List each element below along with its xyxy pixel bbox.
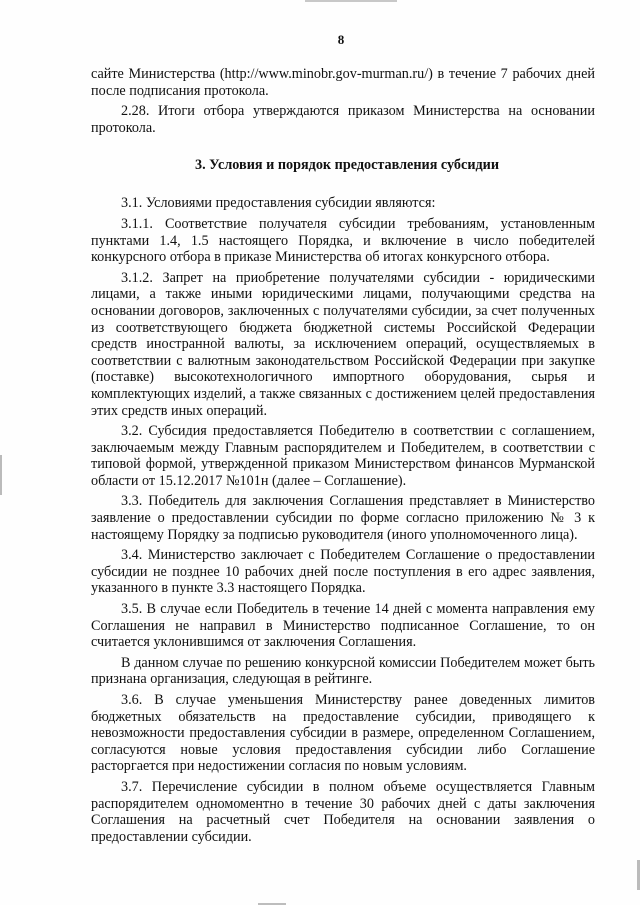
paragraph-3-5: 3.5. В случае если Победитель в течение 14 дней с момента направления ему Соглашения не направил в Министерство подписанное Соглашение, то он считается уклонившимся от заключения Соглашения. (91, 601, 595, 651)
paragraph-3-1-1: 3.1.1. Соответствие получателя субсидии требованиям, установленным пунктами 1.4, 1.5 настоящего Порядка, и включение в число победителей конкурсного отбора в приказе Министерства об итогах конкурсного отбора. (91, 215, 595, 266)
paragraph-3-6: 3.6. В случае уменьшения Министерству ранее доведенных лимитов бюджетных обязательств на предоставление субсидии, приводящего к невозможности предоставления субсидии в размере, определенном Соглашением, согласуются новые условия предоставления субсидии либо Соглашение расторгается при недостижении согласия по новым условиям. (91, 692, 595, 775)
scan-artifact-top (305, 0, 397, 2)
paragraph-3-1: 3.1. Условиями предоставления субсидии являются: (121, 195, 436, 212)
document-body (91, 66, 595, 845)
paragraph-2-28: 2.28. Итоги отбора утверждаются приказом Министерства на основании протокола. (91, 103, 595, 136)
paragraph-3-3: 3.3. Победитель для заключения Соглашения представляет в Министерство заявление о предоставлении субсидии по форме согласно приложению № 3 к настоящему Порядку за подписью руководителя (иного уполномоченного лица). (91, 493, 595, 543)
page-number: 8 (337, 32, 345, 47)
paragraph-3-5-note: В данном случае по решению конкурсной комиссии Победителем может быть признана организация, следующая в рейтинге. (91, 654, 595, 688)
paragraph-3-7: 3.7. Перечисление субсидии в полном объеме осуществляется Главным распорядителем одномоментно в течение 30 рабочих дней с даты заключения Соглашения на расчетный счет Победителя на основании заявления о предоставлении субсидии. (91, 778, 595, 845)
paragraph-3-1-2: 3.1.2. Запрет на приобретение получателями субсидии - юридическими лицами, а также иными юридическими лицами, получающими средства на основании договоров, заключенных с получателями субсидии, за счет полученных из соответствующего бюджета бюджетной системы Российской Федерации средств иностранной валюты, за исключением операций, осуществляемых в соответствии с валютным законодательством Российской Федерации при закупке (поставке) высокотехнологичного импортного оборудования, сырья и комплектующих изделий, а также связанных с достижением целей предоставления этих средств иных операций. (91, 269, 595, 419)
paragraph-3-4: 3.4. Министерство заключает с Победителем Соглашение о предоставлении субсидии не позднее 10 рабочих дней после поступления в его адрес заявления, указанного в пункте 3.3 настоящего Порядка. (91, 547, 595, 597)
paragraph-continuation: сайте Министерства (http://www.minobr.gov-murman.ru/) в течение 7 рабочих дней после подписания протокола. (91, 66, 595, 99)
scan-artifact-left (0, 455, 2, 495)
section-heading: 3. Условия и порядок предоставления субсидии (194, 157, 500, 174)
paragraph-3-2: 3.2. Субсидия предоставляется Победителю в соответствии с соглашением, заключаемым между Главным распорядителем и Победителем, в соответствии с типовой формой, утвержденной приказом Министерством финансов Мурманской области от 15.12.2017 №101н (далее – Соглашение). (91, 423, 595, 489)
